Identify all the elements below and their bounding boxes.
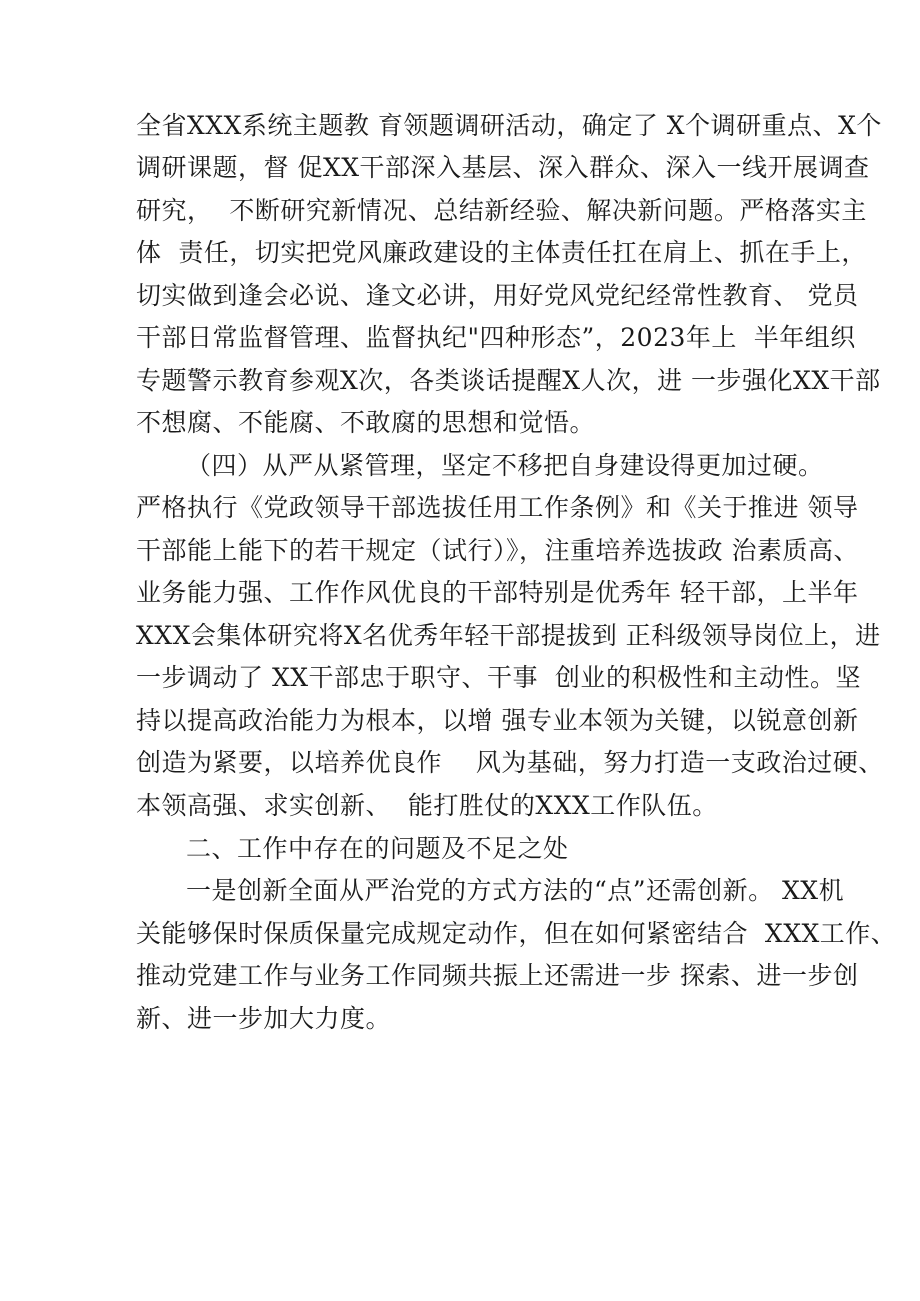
text-line: 干部能上能下的若干规定（试行）》，注重培养选拔政 治素质高、	[136, 536, 859, 565]
text-line: 切实做到逢会必说、逢文必讲，用好党风党纪经常性教育、 党员	[136, 281, 859, 310]
text-line: 关能够保时保质保量完成规定动作，但在如何紧密结合 XXX工作、	[136, 919, 897, 948]
text-line: XXX会集体研究将X名优秀年轻干部提拔到 正科级领导岗位上，进	[136, 621, 881, 650]
text-line: 创造为紧要，以培养优良作 风为基础，努力打造一支政治过硬、	[136, 748, 884, 777]
text-line: 调研课题，督 促XX干部深入基层、深入群众、深入一线开展调查	[136, 153, 870, 182]
text-line: 一步调动了 XX干部忠于职守、干事 创业的积极性和主动性。坚	[136, 663, 861, 692]
text-line: 一是创新全面从严治党的方式方法的“点”还需创新。 XX机	[186, 876, 845, 905]
text-line: 推动党建工作与业务工作同频共振上还需进一步 探索、进一步创	[136, 961, 859, 990]
text-line: 全省XXX系统主题教 育领题调研活动，确定了 X个调研重点、X个	[136, 111, 882, 140]
text-line: 本领高强、求实创新、 能打胜仗的XXX工作队伍。	[136, 791, 718, 820]
text-line: 专题警示教育参观X次，各类谈话提醒X人次，进 一步强化XX干部	[136, 366, 881, 395]
text-line: 干部日常监督管理、监督执纪"四种形态”，2023年上 半年组织	[136, 323, 856, 352]
text-line: 业务能力强、工作作风优良的干部特别是优秀年 轻干部，上半年	[136, 578, 859, 607]
text-line: 不想腐、不能腐、不敢腐的思想和觉悟。	[136, 408, 596, 437]
section-heading: 二、工作中存在的问题及不足之处	[186, 834, 569, 863]
text-line: 研究， 不断研究新情况、总结新经验、解决新问题。严格落实主	[136, 196, 867, 225]
text-line: 新、进一步加大力度。	[136, 1004, 392, 1033]
text-line: 体 责任，切实把党风廉政建设的主体责任扛在肩上、抓在手上，	[136, 238, 867, 267]
text-line: 持以提高政治能力为根本，以增 强专业本领为关键，以锐意创新	[136, 706, 859, 735]
section-heading: （四）从严从紧管理，坚定不移把自身建设得更加过硬。	[186, 451, 824, 480]
text-line: 严格执行《党政领导干部选拔任用工作条例》和《关于推进 领导	[136, 493, 859, 522]
